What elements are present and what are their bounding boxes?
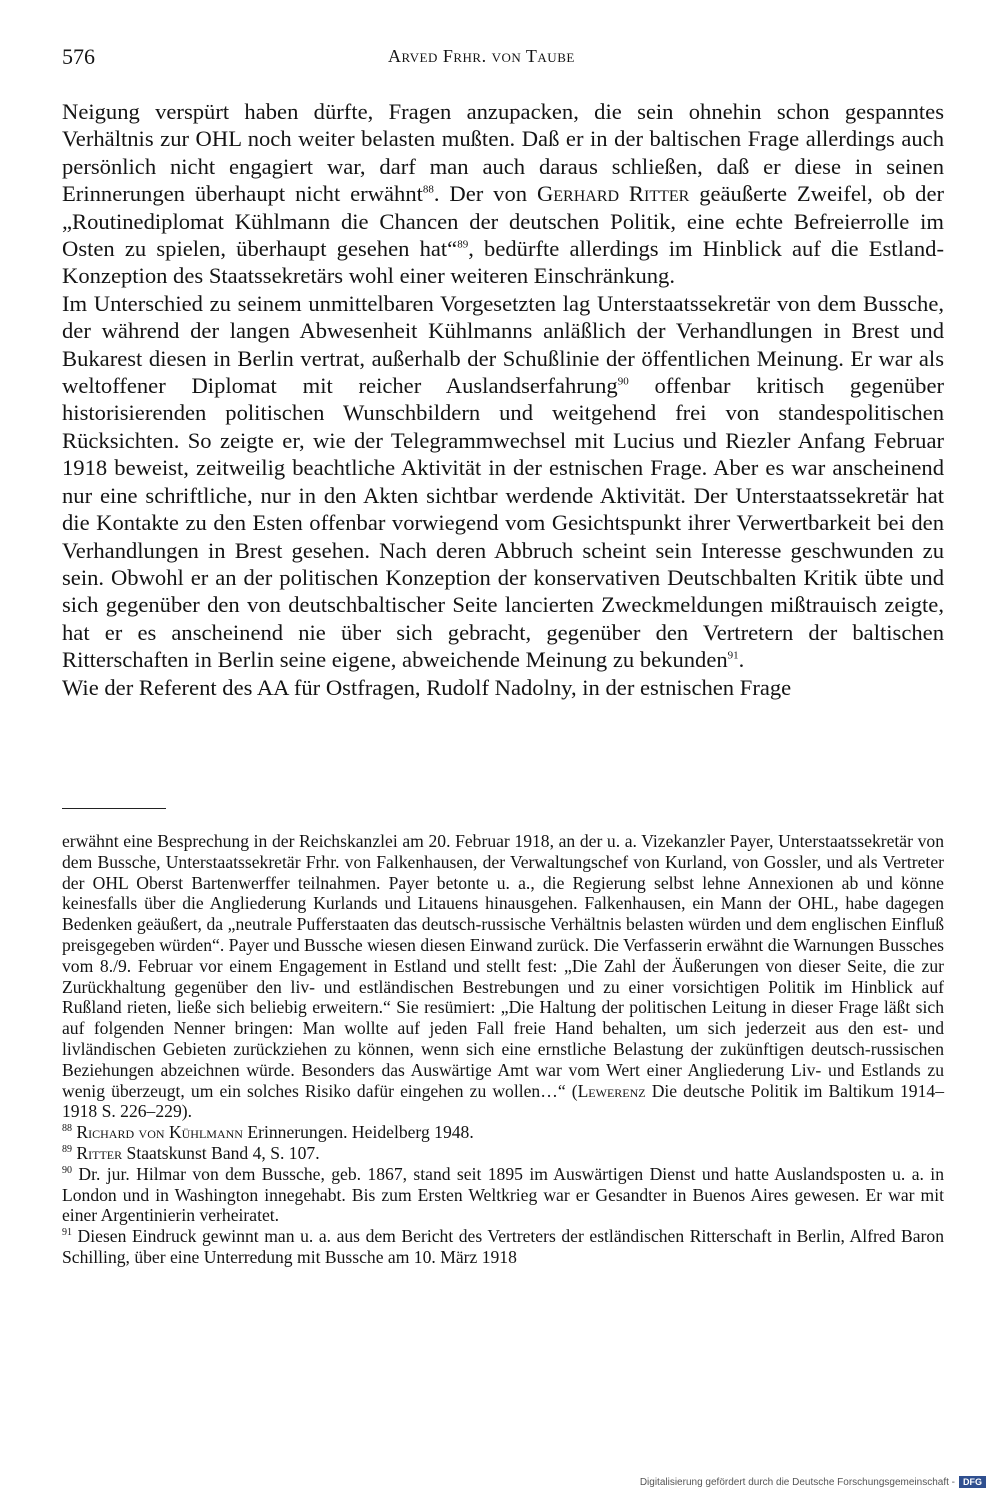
running-head: Arved Frhr. von Taube	[388, 46, 575, 66]
footnotes	[62, 831, 944, 1268]
footnote-90: $^{90}$ Dr. jur. Hilmar von dem Bussche, geb. 1867, stand seit 1895 im Auswärtigen Dienst und hatte Auslandsposten u. a. in London und in Washington innegehabt. Bis zum Ersten Weltkrieg war er Gesandter in Buenos Aires gewesen. Er war mit einer Argentinierin verheiratet.	[62, 1163, 944, 1226]
footnote-number: 90	[62, 1164, 72, 1176]
footnote-author: Richard von Kühlmann	[76, 1122, 243, 1143]
paragraph-1: Neigung verspürt haben dürfte, Fragen anzupacken, die sein ohnehin schon gespanntes Verhältnis zur OHL noch weiter belasten mußten. Daß er in der baltischen Frage allerdings auch persönlich nicht engagiert war, darf man auch daraus schließen, daß er diese in seinen Erinnerungen überhaupt nicht erwähnt$^{88}$. Der von Gerhard Ritter geäußerte Zweifel, ob der „Routinediplomat Kühlmann die Chancen der deutschen Politik, eine echte Befreierrolle im Osten zu spielen, überhaupt gesehen hat“$^{89}$, bedürfte allerdings im Hinblick auf die Estland-Konzeption des Staatssekretärs wohl einer weiteren Einschränkung.	[62, 99, 945, 289]
footnote-91: $^{91}$ Diesen Eindruck gewinnt man u. a. aus dem Bericht des Vertreters der estländischen Ritterschaft in Berlin, Alfred Baron Schilling, über eine Unterredung mit Bussche am 10. März 1918	[62, 1226, 944, 1267]
main-text	[62, 98, 944, 701]
paragraph-3: Wie der Referent des AA für Ostfragen, Rudolf Nadolny, in der estnischen Frage	[62, 674, 792, 700]
footnote-89: $^{89}$ Ritter Staatskunst Band 4, S. 107.	[62, 1142, 320, 1163]
footnote-ref-91[interactable]: 91	[727, 649, 739, 662]
footnote-number: 91	[62, 1227, 72, 1239]
footnote-number: 88	[62, 1123, 72, 1135]
footnote-number: 89	[62, 1144, 72, 1156]
footnote-author: Lewerenz	[577, 1080, 646, 1101]
footnote-author: Ritter	[76, 1142, 123, 1163]
paragraph-2: Im Unterschied zu seinem unmittelbaren Vorgesetzten lag Unterstaatssekretär von dem Bussche, der während der langen Abwesenheit Kühlmanns anläßlich der Verhandlungen in Brest und Bukarest diesen in Berlin vertrat, außerhalb der Schußlinie der öffentlichen Meinung. Er war als weltoffener Diplomat mit reicher Auslandserfahrung$^{90}$ offenbar kritisch gegenüber historisierenden politischen Wunschbildern und weitgehend frei von standespolitischen Rücksichten. So zeigte er, wie der Telegrammwechsel mit Lucius und Riezler Anfang Februar 1918 beweist, zeitweilig beachtliche Aktivität in der estnischen Frage. Aber es war anscheinend nur eine schriftliche, nur in den Akten sichtbar werdende Aktivität. Der Unterstaatssekretär hat die Kontakte zu den Esten offenbar vorwiegend vom Gesichtspunkt ihrer Verwertbarkeit bei den Verhandlungen in Brest gesehen. Nach deren Abbruch scheint sein Interesse geschwunden zu sein. Obwohl er an der politischen Konzeption der konservativen Deutschbalten Kritik übte und sich gegenüber den von deutschbaltischer Seite lancierten Zweckmeldungen mißtrauisch zeigte, hat er es anscheinend nie über sich gebracht, gegenüber den Vertretern der baltischen Ritterschaften in Berlin seine eigene, abweichende Meinung zu bekunden$^{91}$.	[62, 290, 945, 673]
digitization-credit	[640, 1474, 986, 1490]
footnote-divider	[62, 808, 166, 809]
dfg-logo: DFG	[959, 1476, 986, 1488]
footnote-ref-90[interactable]: 90	[617, 375, 629, 388]
page-number: 576	[62, 44, 95, 69]
footnote-ref-89[interactable]: 89	[457, 238, 469, 251]
footnote-88: $^{88}$ Richard von Kühlmann Erinnerungen. Heidelberg 1948.	[62, 1122, 474, 1143]
author-name: Gerhard Ritter	[536, 181, 690, 207]
footnote-ref-88[interactable]: 88	[422, 183, 434, 196]
page-header	[62, 44, 942, 74]
footnote-continued: erwähnt eine Besprechung in der Reichskanzlei am 20. Februar 1918, an der u. a. Vizekanzler Payer, Unterstaatssekretär von dem Bussche, Unterstaatssekretär Frhr. von Falkenhausen, der Verwaltungschef von Kurland, von Gossler, und als Vertreter der OHL Oberst Bartenwerffer teilnahmen. Payer betonte u. a., die Regierung selbst lehne Annexionen ab und könne keinesfalls über die Angliederung Kurlands und Litauens hinausgehen. Falkenhausen, ein Mann der OHL, habe dagegen Bedenken geäußert, da „neutrale Pufferstaaten das deutsch-russische Verhältnis belasten würden und dem englischen Einfluß preisgegeben würden“. Payer und Bussche wiesen diesen Einwand zurück. Die Verfasserin erwähnt die Warnungen Bussches vom 8./9. Februar vor einem Engagement in Estland und stellt fest: „Die Zahl der Äußerungen von dieser Seite, die zur Zurückhaltung gegenüber den liv- und estländischen Bestrebungen und zu einer vorsichtigen Politik im Hinblick auf Rußland rieten, ließe sich beliebig erweitern.“ Sie resümiert: „Die Haltung der politischen Leitung in dieser Frage läßt sich auf folgenden Nenner bringen: Man wollte auf jeden Fall freie Hand behalten, um sich jederzeit aus den est- und livländischen Gebieten zurückziehen zu können, wenn sich eine ernstliche Belastung der zukünftigen deutsch-russischen Beziehungen abzeichnen würde. Besonders das Auswärtige Amt war vom Wert einer Angliederung Liv- und Estlands zu wenig überzeugt, um ein solches Risiko dafür eingehen zu wollen…“ (Lewerenz Die deutsche Politik im Baltikum 1914–1918 S. 226–229).	[62, 831, 944, 1122]
credit-text: Digitalisierung gefördert durch die Deutsche Forschungsgemeinschaft -	[639, 1476, 955, 1488]
